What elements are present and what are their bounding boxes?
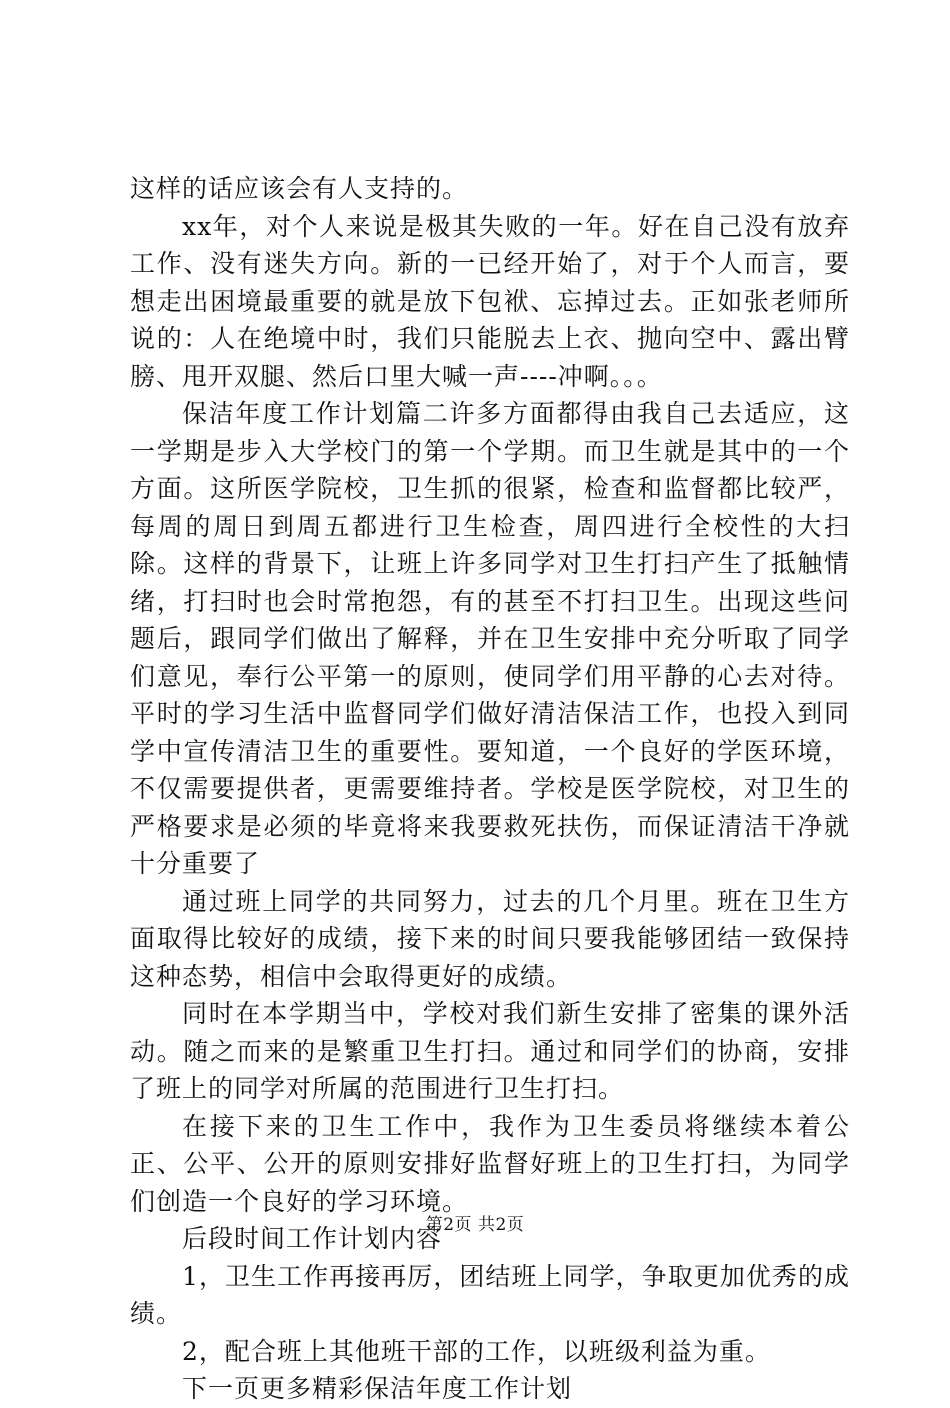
- page-footer: 第2页 共2页: [425, 1215, 525, 1235]
- paragraph-activities: 同时在本学期当中，学校对我们新生安排了密集的课外活动。随之而来的是繁重卫生打扫。通过和同学们的协商，安排了班上的同学对所属的范围进行卫生打扫。: [130, 999, 850, 1103]
- paragraph-future-work: 在接下来的卫生工作中，我作为卫生委员将继续本着公正、公平、公开的原则安排好监督好班上的卫生打扫，为同学们创造一个良好的学习环境。: [130, 1111, 850, 1216]
- paragraph-reflection: xx年，对个人来说是极其失败的一年。好在自己没有放弃工作、没有迷失方向。新的一已经开始了，对于个人而言，要想走出困境最重要的就是放下包袱、忘掉过去。正如张老师所说的：人在绝境中时，我们只能脱去上衣、抛向空中、露出臂膀、甩开双腿、然后口里大喊一声----冲啊。。。: [130, 211, 850, 391]
- paragraph-continuation: 这样的话应该会有人支持的。: [130, 174, 469, 203]
- plan-item-1: 1，卫生工作再接再厉，团结班上同学，争取更加优秀的成绩。: [130, 1261, 850, 1328]
- plan-item-2: 2，配合班上其他班干部的工作，以班级利益为重。: [182, 1336, 771, 1366]
- section-heading-plan: 后段时间工作计划内容: [182, 1224, 443, 1253]
- paragraph-results: 通过班上同学的共同努力，过去的几个月里。班在卫生方面取得比较好的成绩，接下来的时间只要我能够团结一致保持这种态势，相信中会取得更好的成绩。: [130, 886, 850, 991]
- paragraph-plan-part-two: 保洁年度工作计划篇二许多方面都得由我自己去适应，这一学期是步入大学校门的第一个学期。而卫生就是其中的一个方面。这所医学院校，卫生抓的很紧，检查和监督都比较严，每周的周日到周五都进行卫生检查，周四进行全校性的大扫除。这样的背景下，让班上许多同学对卫生打扫产生了抵触情绪，打扫时也会时常抱怨，有的甚至不打扫卫生。出现这些问题后，跟同学们做出了解释，并在卫生安排中充分听取了同学们意见，奉行公平第一的原则，使同学们用平静的心去对待。平时的学习生活中监督同学们做好清洁保洁工作，也投入到同学中宣传清洁卫生的重要性。要知道，一个良好的学医环境，不仅需要提供者，更需要维持者。学校是医学院校，对卫生的严格要求是必须的毕竟将来我要救死扶伤，而保证清洁干净就十分重要了: [130, 399, 850, 878]
- next-page-note: 下一页更多精彩保洁年度工作计划: [182, 1374, 573, 1403]
